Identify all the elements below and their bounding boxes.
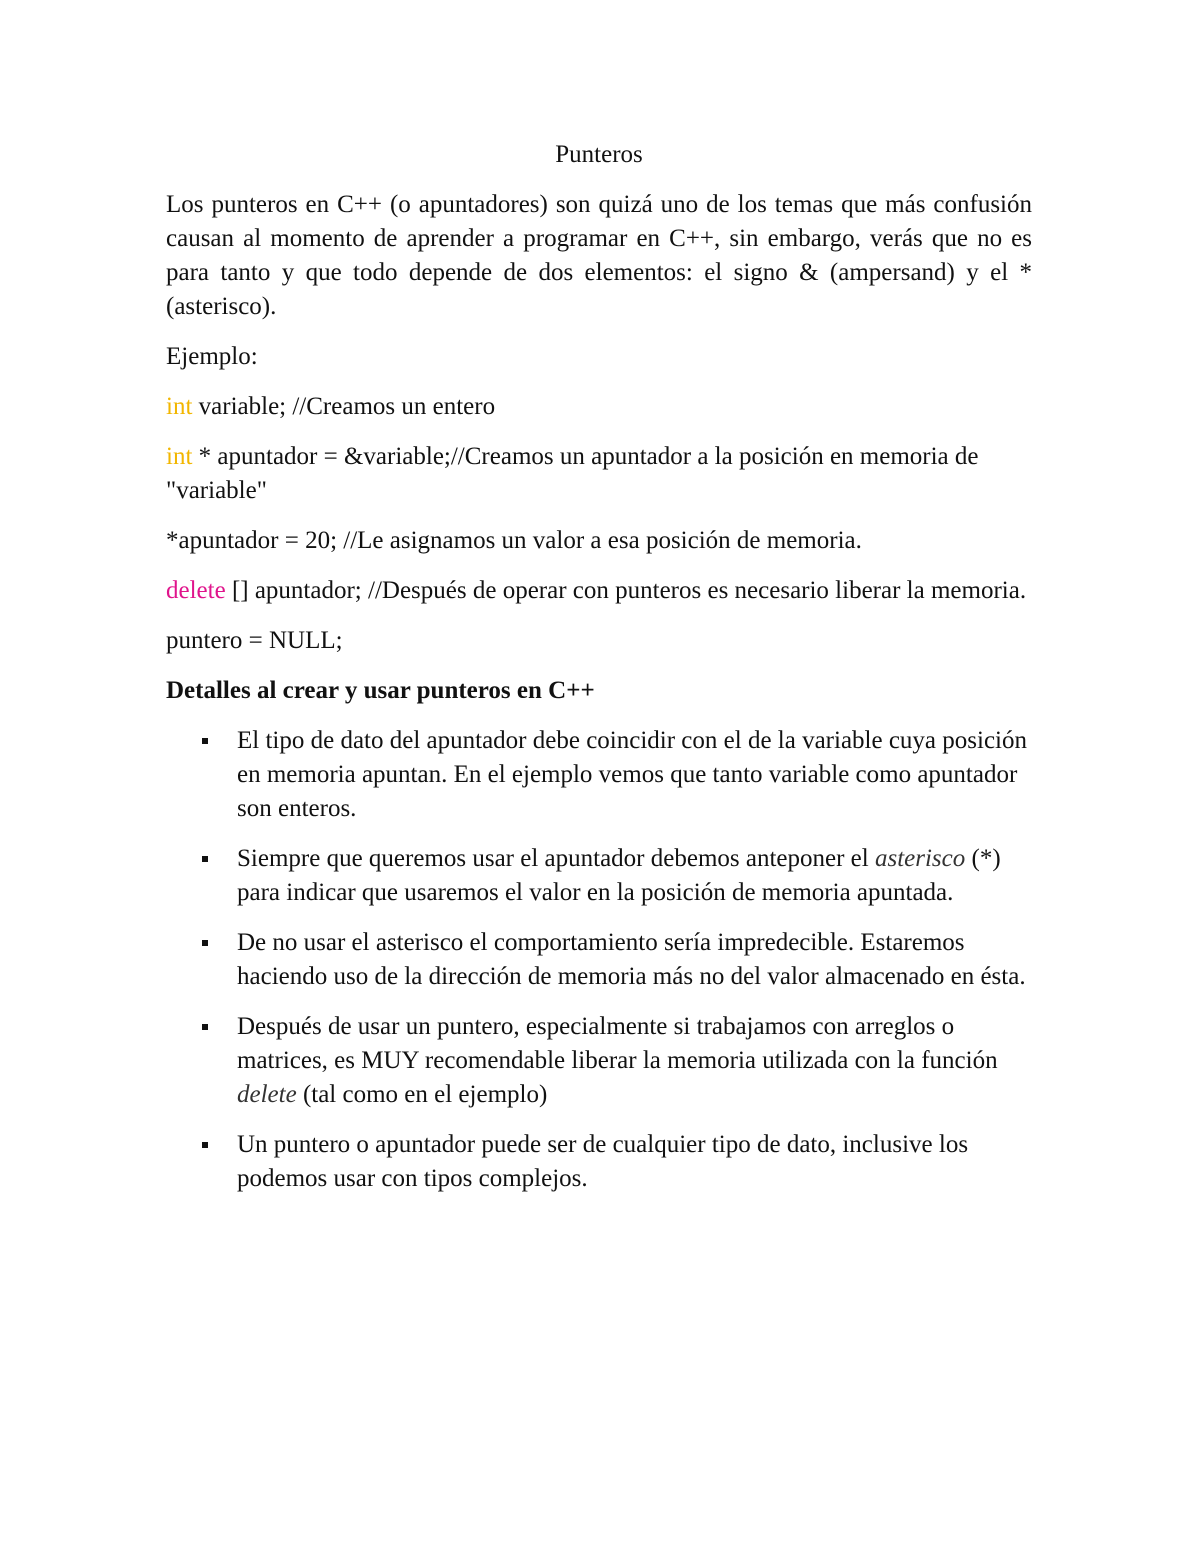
list-item-text: (*) para indicar que usaremos el valor en la posición de memoria apuntada. xyxy=(237,845,1001,906)
details-list xyxy=(166,724,1032,1196)
example-label: Ejemplo: xyxy=(166,343,258,370)
list-item xyxy=(166,842,1032,910)
page-title: Punteros xyxy=(555,141,643,168)
code-line-3: *apuntador = 20; //Le asignamos un valor a esa posición de memoria. xyxy=(166,527,862,554)
code-line-2 xyxy=(166,440,1032,508)
list-item xyxy=(166,724,1032,826)
keyword-delete: delete xyxy=(166,577,226,604)
emphasis-text: asterisco xyxy=(874,845,966,872)
square-bullet-icon xyxy=(202,1024,208,1030)
code-text: * apuntador = &variable;//Creamos un apuntador a la posición en memoria de "variable" xyxy=(166,443,979,504)
list-item-text: (tal como en el ejemplo) xyxy=(296,1081,548,1108)
intro-paragraph: Los punteros en C++ (o apuntadores) son quizá uno de los temas que más confusión causan al momento de aprender a programar en C++, sin embargo, verás que no es para tanto y que todo depende de dos elementos: el signo & (ampersand) y el * (asterisco). xyxy=(166,191,1032,320)
list-item-text: El tipo de dato del apuntador debe coincidir con el de la variable cuya posición en memoria apuntan. En el ejemplo vemos que tanto variable como apuntador son enteros. xyxy=(237,727,1027,822)
code-line-5: puntero = NULL; xyxy=(166,627,343,654)
code-text: [] apuntador; //Después de operar con punteros es necesario liberar la memoria. xyxy=(225,577,1027,604)
list-item-text: Un puntero o apuntador puede ser de cualquier tipo de dato, inclusive los podemos usar con tipos complejos. xyxy=(237,1131,969,1192)
list-item-text: De no usar el asterisco el comportamiento sería impredecible. Estaremos haciendo uso de la dirección de memoria más no del valor almacenado en ésta. xyxy=(237,929,1026,990)
list-item xyxy=(166,926,1032,994)
code-line-4 xyxy=(166,574,1032,608)
list-item xyxy=(166,1010,1032,1112)
details-heading: Detalles al crear y usar punteros en C++ xyxy=(166,677,595,704)
list-item-text: Después de usar un puntero, especialmente si trabajamos con arreglos o matrices, es MUY recomendable liberar la memoria utilizada con la función xyxy=(237,1013,998,1074)
square-bullet-icon xyxy=(202,856,208,862)
emphasis-text: delete xyxy=(237,1081,297,1108)
code-text: variable; //Creamos un entero xyxy=(192,393,496,420)
list-item xyxy=(166,1128,1032,1196)
code-line-1 xyxy=(166,390,1032,424)
keyword-int: int xyxy=(166,443,193,470)
square-bullet-icon xyxy=(202,940,208,946)
square-bullet-icon xyxy=(202,1142,208,1148)
square-bullet-icon xyxy=(202,738,208,744)
document-page xyxy=(166,138,1032,1212)
list-item-text: Siempre que queremos usar el apuntador debemos anteponer el xyxy=(237,845,875,872)
keyword-int: int xyxy=(166,393,193,420)
